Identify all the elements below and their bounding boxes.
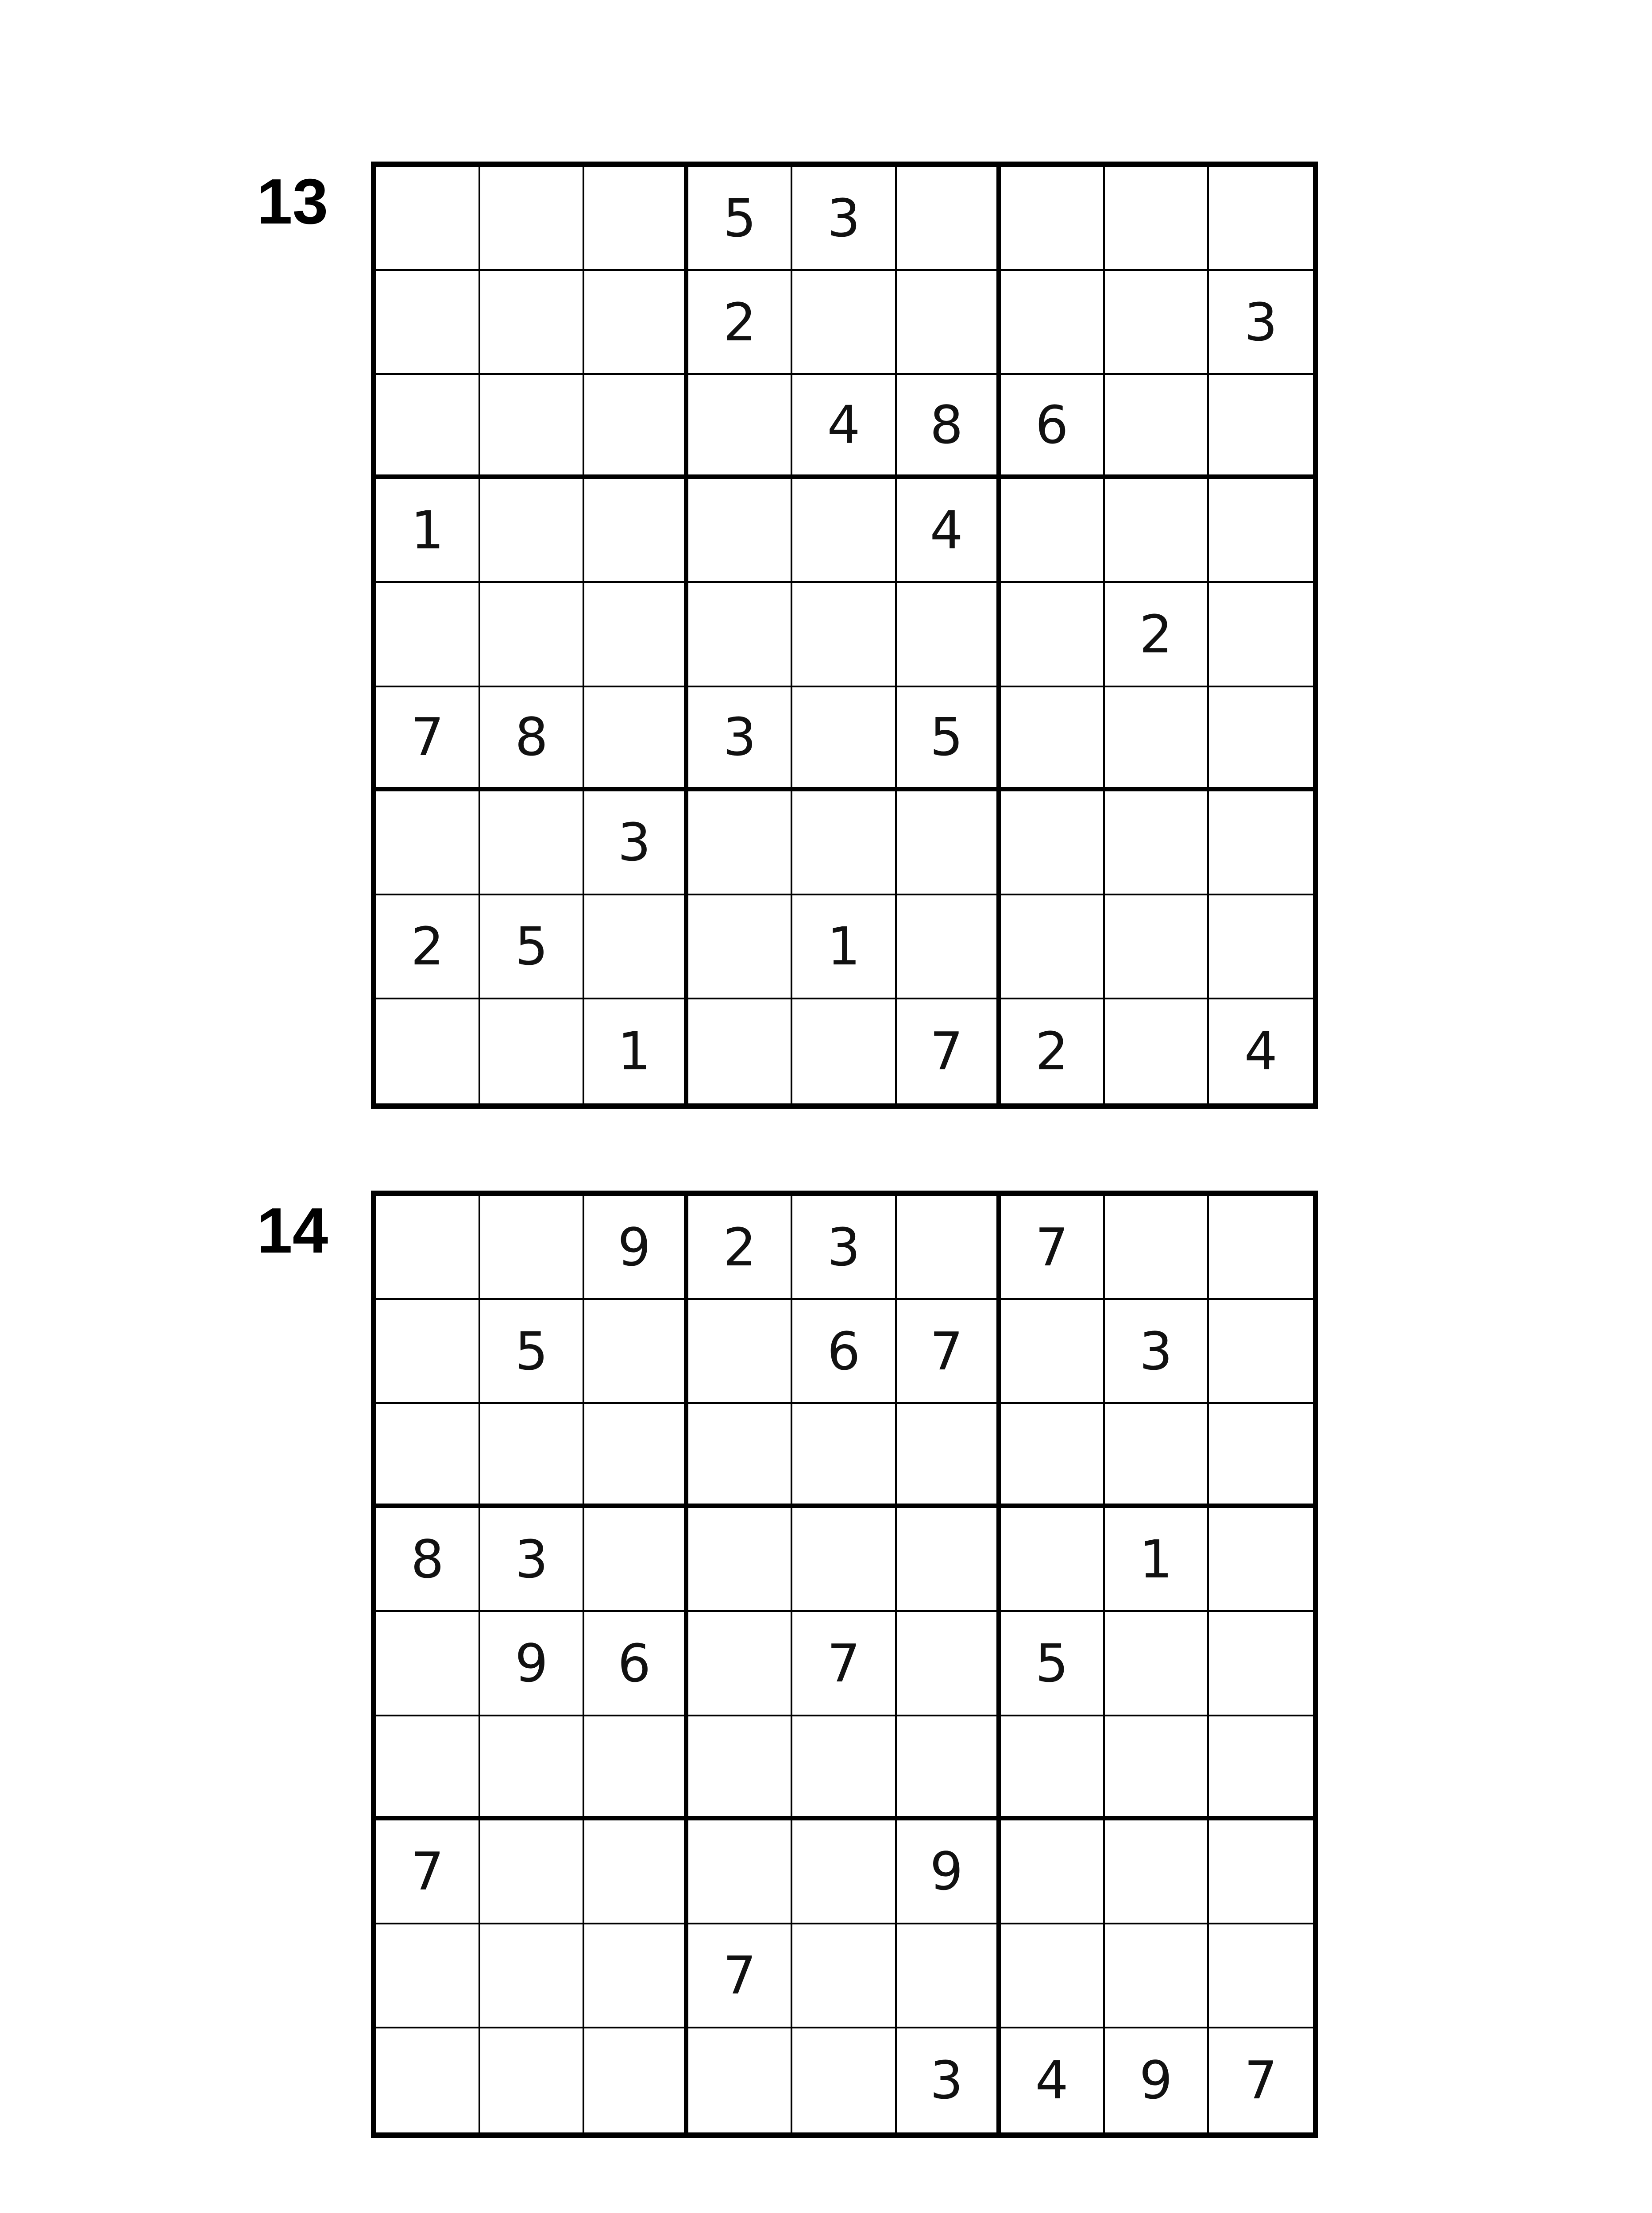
sudoku-cell[interactable] <box>1001 687 1105 791</box>
sudoku-cell[interactable] <box>480 271 584 375</box>
sudoku-cell[interactable] <box>1105 1404 1209 1508</box>
sudoku-cell[interactable]: 2 <box>1001 999 1105 1103</box>
sudoku-cell[interactable] <box>792 1924 896 2028</box>
sudoku-cell[interactable]: 7 <box>792 1612 896 1716</box>
sudoku-cell[interactable] <box>792 999 896 1103</box>
sudoku-cell[interactable] <box>584 687 688 791</box>
sudoku-cell[interactable] <box>1001 1716 1105 1820</box>
sudoku-cell[interactable] <box>1105 375 1209 479</box>
sudoku-cell[interactable] <box>1105 687 1209 791</box>
sudoku-cell[interactable] <box>897 1508 1001 1612</box>
sudoku-cell[interactable]: 7 <box>1244 2050 1278 2111</box>
sudoku-puzzle-14 <box>0 1191 1652 2164</box>
sudoku-cell[interactable]: 8 <box>376 1508 480 1612</box>
sudoku-cell[interactable] <box>792 1716 896 1820</box>
sudoku-cell[interactable]: 5 <box>480 1300 584 1404</box>
sudoku-cell[interactable]: 6 <box>792 1300 896 1404</box>
sudoku-cell[interactable] <box>376 1300 480 1404</box>
sudoku-cell[interactable] <box>376 791 480 895</box>
sudoku-cell[interactable]: 4 <box>1244 1021 1278 1082</box>
sudoku-cell[interactable] <box>480 479 584 583</box>
sudoku-cell[interactable] <box>376 271 480 375</box>
sudoku-cell[interactable] <box>376 1404 480 1508</box>
sudoku-puzzle-13 <box>0 162 1652 1135</box>
sudoku-cell[interactable] <box>480 2028 584 2132</box>
sudoku-grid <box>371 162 1318 1109</box>
sudoku-cell[interactable]: 3 <box>688 687 792 791</box>
sudoku-cell[interactable] <box>584 1924 688 2028</box>
sudoku-cell[interactable]: 2 <box>688 271 792 375</box>
sudoku-cell[interactable] <box>1105 167 1209 271</box>
sudoku-cell[interactable] <box>376 1716 480 1820</box>
sudoku-cell[interactable] <box>1209 583 1313 687</box>
sudoku-cell[interactable] <box>897 1196 1001 1300</box>
sudoku-cell[interactable] <box>480 167 584 271</box>
sudoku-cell[interactable] <box>1209 687 1313 791</box>
sudoku-cell[interactable]: 3 <box>480 1508 584 1612</box>
sudoku-cell[interactable]: 2 <box>688 1196 792 1300</box>
sudoku-cell[interactable] <box>376 375 480 479</box>
sudoku-cell[interactable] <box>897 1924 1001 2028</box>
sudoku-cell[interactable] <box>897 895 1001 999</box>
sudoku-cell[interactable]: 5 <box>688 167 792 271</box>
sudoku-cell[interactable] <box>1209 1300 1313 1404</box>
sudoku-cell[interactable]: 4 <box>897 479 1001 583</box>
sudoku-cell[interactable]: 4 <box>792 375 896 479</box>
sudoku-cell[interactable]: 9 <box>1105 2028 1209 2132</box>
sudoku-cell[interactable] <box>792 583 896 687</box>
sudoku-cell[interactable] <box>1209 1196 1313 1300</box>
sudoku-cell[interactable] <box>1001 271 1105 375</box>
sudoku-cell[interactable]: 7 <box>376 1820 480 1924</box>
sudoku-cell[interactable] <box>584 895 688 999</box>
sudoku-cell[interactable] <box>584 479 688 583</box>
sudoku-cell[interactable]: 9 <box>897 1820 1001 1924</box>
sudoku-cell[interactable] <box>688 1612 792 1716</box>
sudoku-cell[interactable] <box>584 1716 688 1820</box>
sudoku-cell[interactable] <box>376 999 480 1103</box>
sudoku-cell[interactable] <box>1001 1820 1105 1924</box>
sudoku-cell[interactable] <box>1209 791 1313 895</box>
sudoku-grid <box>371 1191 1318 2138</box>
sudoku-cell[interactable]: 8 <box>480 687 584 791</box>
sudoku-cell[interactable] <box>1105 1612 1209 1716</box>
sudoku-cell[interactable]: 2 <box>1105 583 1209 687</box>
sudoku-cell[interactable] <box>584 2028 688 2132</box>
sudoku-cell[interactable] <box>1105 271 1209 375</box>
sudoku-cell[interactable] <box>897 271 1001 375</box>
sudoku-cell[interactable] <box>688 375 792 479</box>
sudoku-cell[interactable] <box>1209 479 1313 583</box>
sudoku-cell[interactable] <box>480 375 584 479</box>
sudoku-cell[interactable]: 7 <box>688 1924 792 2028</box>
sudoku-cell[interactable]: 6 <box>1001 375 1105 479</box>
sudoku-cell[interactable] <box>1105 895 1209 999</box>
sudoku-cell[interactable]: 8 <box>897 375 1001 479</box>
sudoku-cell[interactable] <box>792 2028 896 2132</box>
sudoku-cell[interactable]: 3 <box>584 791 688 895</box>
sudoku-cell[interactable] <box>480 999 584 1103</box>
sudoku-cell[interactable] <box>688 1716 792 1820</box>
sudoku-cell[interactable] <box>688 1820 792 1924</box>
sudoku-cell[interactable] <box>1209 895 1313 999</box>
sudoku-cell[interactable]: 4 <box>1001 2028 1105 2132</box>
sudoku-cell[interactable] <box>584 375 688 479</box>
sudoku-cell[interactable]: 3 <box>897 2028 1001 2132</box>
sudoku-cell[interactable]: 6 <box>584 1612 688 1716</box>
sudoku-cell[interactable] <box>1105 1716 1209 1820</box>
sudoku-cell[interactable]: 7 <box>897 1300 1001 1404</box>
sudoku-cell[interactable]: 1 <box>376 479 480 583</box>
sudoku-cell[interactable] <box>480 1716 584 1820</box>
puzzle-number: 13 <box>257 166 328 237</box>
sudoku-cell[interactable] <box>1209 1508 1313 1612</box>
sudoku-cell[interactable]: 3 <box>792 1196 896 1300</box>
sudoku-cell[interactable] <box>1001 1300 1105 1404</box>
sudoku-cell[interactable] <box>688 895 792 999</box>
sudoku-cell[interactable] <box>376 1196 480 1300</box>
sudoku-cell[interactable] <box>376 583 480 687</box>
sudoku-cell[interactable]: 9 <box>584 1196 688 1300</box>
sudoku-cell[interactable] <box>1209 1924 1313 2028</box>
sudoku-cell[interactable] <box>584 1508 688 1612</box>
sudoku-cell[interactable] <box>1209 375 1313 479</box>
sudoku-cell[interactable] <box>584 1300 688 1404</box>
sudoku-cell[interactable] <box>1001 1508 1105 1612</box>
sudoku-cell[interactable] <box>480 1820 584 1924</box>
sudoku-cell[interactable] <box>376 2028 480 2132</box>
sudoku-cell[interactable] <box>688 2028 792 2132</box>
sudoku-cell[interactable] <box>1105 1820 1209 1924</box>
sudoku-cell[interactable]: 3 <box>1209 271 1313 375</box>
sudoku-cell[interactable] <box>688 1404 792 1508</box>
sudoku-cell[interactable] <box>376 1612 480 1716</box>
sudoku-cell[interactable] <box>584 1820 688 1924</box>
sudoku-cell[interactable]: 3 <box>792 167 896 271</box>
sudoku-cell[interactable] <box>792 1404 896 1508</box>
sudoku-cell[interactable] <box>1001 895 1105 999</box>
sudoku-cell[interactable] <box>1105 479 1209 583</box>
sudoku-cell[interactable] <box>1105 999 1209 1103</box>
puzzle-number: 14 <box>257 1195 328 1266</box>
sudoku-cell[interactable] <box>480 583 584 687</box>
sudoku-cell[interactable]: 3 <box>1105 1300 1209 1404</box>
sudoku-cell[interactable]: 1 <box>584 999 688 1103</box>
sudoku-cell[interactable] <box>897 1404 1001 1508</box>
sudoku-cell[interactable] <box>1209 1404 1313 1508</box>
sudoku-cell[interactable] <box>897 791 1001 895</box>
sudoku-cell[interactable] <box>688 1300 792 1404</box>
sudoku-cell[interactable] <box>688 791 792 895</box>
sudoku-cell[interactable] <box>1105 791 1209 895</box>
sudoku-cell[interactable] <box>584 271 688 375</box>
sudoku-cell[interactable] <box>1209 1820 1313 1924</box>
sudoku-cell[interactable] <box>688 999 792 1103</box>
sudoku-cell[interactable] <box>376 167 480 271</box>
sudoku-cell[interactable] <box>584 583 688 687</box>
sudoku-cell[interactable]: 9 <box>480 1612 584 1716</box>
sudoku-cell[interactable]: 1 <box>792 895 896 999</box>
sudoku-cell[interactable] <box>1001 583 1105 687</box>
sudoku-cell[interactable] <box>792 1820 896 1924</box>
sudoku-cell[interactable] <box>897 583 1001 687</box>
sudoku-cell[interactable] <box>584 167 688 271</box>
sudoku-cell[interactable] <box>1209 1612 1313 1716</box>
sudoku-cell[interactable] <box>1001 479 1105 583</box>
sudoku-cell[interactable] <box>376 1924 480 2028</box>
sudoku-cell[interactable] <box>1105 1196 1209 1300</box>
sudoku-cell[interactable] <box>480 1404 584 1508</box>
sudoku-cell[interactable]: 7 <box>376 687 480 791</box>
sudoku-cell[interactable] <box>584 1404 688 1508</box>
sudoku-cell[interactable] <box>897 1612 1001 1716</box>
sudoku-cell[interactable] <box>792 791 896 895</box>
sudoku-cell[interactable]: 5 <box>897 687 1001 791</box>
sudoku-cell[interactable] <box>792 271 896 375</box>
sudoku-cell[interactable] <box>1001 791 1105 895</box>
sudoku-cell[interactable] <box>1001 167 1105 271</box>
sudoku-cell[interactable]: 5 <box>480 895 584 999</box>
sudoku-cell[interactable] <box>897 1716 1001 1820</box>
sudoku-cell[interactable]: 2 <box>376 895 480 999</box>
sudoku-cell[interactable] <box>792 1508 896 1612</box>
sudoku-cell[interactable] <box>1209 167 1313 271</box>
sudoku-cell[interactable]: 7 <box>1001 1196 1105 1300</box>
sudoku-cell[interactable] <box>897 167 1001 271</box>
sudoku-cell[interactable] <box>1209 1716 1313 1820</box>
sudoku-cell[interactable] <box>1001 1924 1105 2028</box>
sudoku-cell[interactable] <box>480 791 584 895</box>
sudoku-cell[interactable] <box>792 687 896 791</box>
sudoku-cell[interactable] <box>480 1924 584 2028</box>
sudoku-cell[interactable]: 5 <box>1001 1612 1105 1716</box>
sudoku-cell[interactable]: 7 <box>897 999 1001 1103</box>
sudoku-cell[interactable]: 1 <box>1105 1508 1209 1612</box>
sudoku-cell[interactable] <box>1105 1924 1209 2028</box>
sudoku-cell[interactable] <box>688 1508 792 1612</box>
sudoku-cell[interactable] <box>792 479 896 583</box>
sudoku-cell[interactable] <box>480 1196 584 1300</box>
sudoku-cell[interactable] <box>688 479 792 583</box>
sudoku-cell[interactable] <box>688 583 792 687</box>
sudoku-cell[interactable] <box>1001 1404 1105 1508</box>
